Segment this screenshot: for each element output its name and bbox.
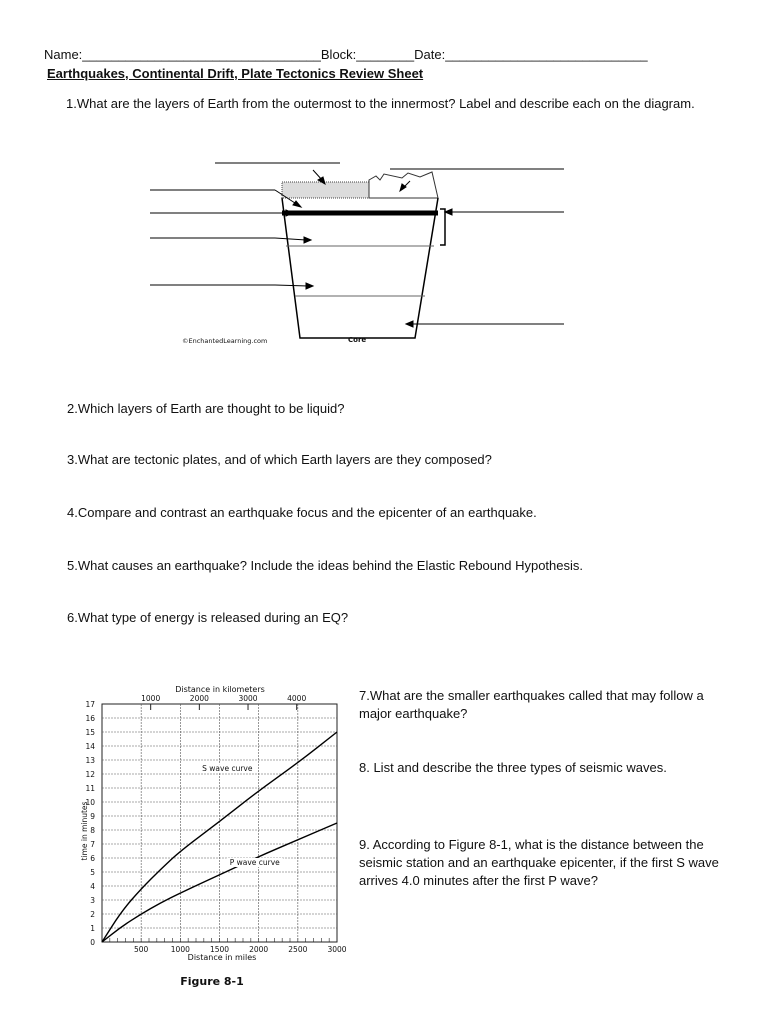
y-tick-label: 6 bbox=[90, 854, 95, 863]
question-9: 9. According to Figure 8-1, what is the distance between the seismic station and an earthquake epicenter, if the first S wave arrives 4.0 minutes after the first P wave? bbox=[359, 837, 719, 888]
question-5: 5.What causes an earthquake? Include the ideas behind the Elastic Rebound Hypothesis. bbox=[67, 558, 584, 573]
x-axis-label: Distance in miles bbox=[187, 953, 257, 962]
y-tick-label: 15 bbox=[85, 728, 95, 737]
figure-caption: Figure 8-1 bbox=[180, 975, 244, 988]
y-tick-label: 7 bbox=[90, 840, 95, 849]
question-1: 1.What are the layers of Earth from the outermost to the innermost? Label and describe each on the diagram. bbox=[66, 96, 695, 111]
earth-layers-diagram bbox=[140, 155, 580, 350]
question-4: 4.Compare and contrast an earthquake focus and the epicenter of an earthquake. bbox=[67, 505, 537, 520]
question-2: 2.Which layers of Earth are thought to be liquid? bbox=[67, 401, 345, 416]
name-label: Name: bbox=[44, 47, 83, 62]
earth-section-outline bbox=[282, 198, 438, 338]
block-blank[interactable]: ________ bbox=[356, 47, 415, 62]
y-tick-label: 8 bbox=[90, 826, 95, 835]
y-tick-label: 12 bbox=[85, 770, 95, 779]
block-label: Block: bbox=[320, 47, 357, 62]
series-label: S wave curve bbox=[202, 764, 253, 774]
x-tick-label: 2500 bbox=[288, 945, 308, 954]
series-label: P wave curve bbox=[229, 858, 280, 867]
x-tick-label: 1000 bbox=[170, 945, 190, 954]
y-tick-label: 14 bbox=[85, 742, 95, 751]
x-tick-label: 500 bbox=[134, 945, 149, 954]
y-tick-label: 16 bbox=[85, 714, 95, 723]
top-tick-label: 4000 bbox=[287, 694, 307, 703]
y-tick-label: 9 bbox=[90, 812, 95, 821]
diagram-credit: ©EnchantedLearning.com bbox=[182, 337, 268, 345]
x-tick-label: 2000 bbox=[249, 945, 269, 954]
y-tick-label: 11 bbox=[85, 784, 95, 793]
y-tick-label: 1 bbox=[90, 924, 95, 933]
y-tick-label: 10 bbox=[85, 798, 95, 807]
y-tick-label: 4 bbox=[90, 882, 95, 891]
chart-grid bbox=[102, 704, 337, 942]
top-tick-label: 1000 bbox=[141, 694, 161, 703]
page-title: Earthquakes, Continental Drift, Plate Tectonics Review Sheet bbox=[47, 66, 424, 81]
top-tick-label: 3000 bbox=[238, 694, 258, 703]
question-8: 8. List and describe the three types of seismic waves. bbox=[359, 760, 667, 775]
top-tick-label: 2000 bbox=[189, 694, 209, 703]
y-tick-label: 13 bbox=[85, 756, 95, 765]
y-axis-label: time in minutes bbox=[80, 801, 89, 861]
travel-time-chart bbox=[75, 683, 355, 993]
question-6: 6.What type of energy is released during an EQ? bbox=[67, 610, 349, 625]
y-tick-label: 3 bbox=[90, 896, 95, 905]
x-tick-label: 1500 bbox=[209, 945, 230, 954]
question-3: 3.What are tectonic plates, and of which Earth layers are they composed? bbox=[67, 452, 492, 467]
y-tick-label: 2 bbox=[90, 910, 95, 919]
y-tick-label: 0 bbox=[90, 938, 95, 947]
name-blank[interactable]: _________________________________ bbox=[82, 47, 321, 62]
y-tick-label: 5 bbox=[90, 868, 95, 877]
y-tick-label: 17 bbox=[85, 700, 95, 709]
x-tick-label: 3000 bbox=[327, 945, 347, 954]
question-7: 7.What are the smaller earthquakes called that may follow a major earthquake? bbox=[359, 688, 704, 721]
header-line bbox=[44, 47, 648, 62]
core-label: Core bbox=[348, 336, 367, 344]
date-label: Date: bbox=[414, 47, 446, 62]
date-blank[interactable]: ____________________________ bbox=[445, 47, 648, 62]
top-axis-title: Distance in kilometers bbox=[175, 685, 265, 694]
lithosphere-bracket bbox=[440, 209, 445, 245]
